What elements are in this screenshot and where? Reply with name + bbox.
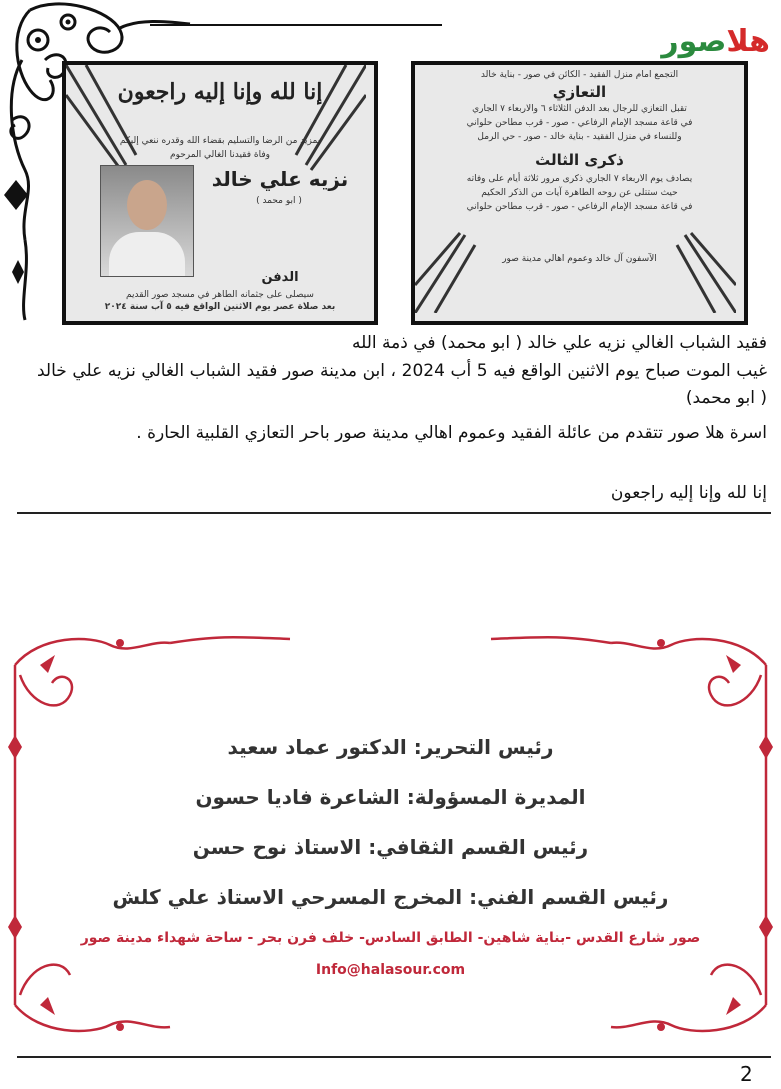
- credit-art-head: رئيس القسم الفني: المخرج المسرحي الاستاذ علي كلش: [112, 885, 669, 909]
- notice-condolence-line3: وللنساء في منزل الفقيد - بناية خالد - صور - حي الرمل: [477, 132, 682, 142]
- notice-condolence-title: التعازي: [552, 83, 607, 101]
- poster-verse: إنا لله وإنا إليه راجعون: [117, 79, 323, 105]
- notice-third-line3: في قاعة مسجد الإمام الرفاعي - صور - قرب مطاحن حلواني: [466, 202, 693, 212]
- poster-nickname: ( ابو محمد ): [256, 196, 302, 206]
- poster-burial-title: الدفن: [261, 270, 299, 285]
- article-paragraph2: اسرة هلا صور تتقدم من عائلة الفقيد وعموم اهالي مدينة صور باحر التعازي القلبية الحارة .: [136, 423, 767, 443]
- article-divider: [17, 512, 771, 514]
- page-number: 2: [740, 1062, 753, 1086]
- contact-email[interactable]: Info@halasour.com: [315, 962, 466, 978]
- condolence-notice-image: [411, 61, 748, 325]
- poster-deceased-name: نزيه علي خالد: [211, 167, 349, 191]
- poster-intro: بمزيد من الرضا والتسليم بقضاء الله وقدره ننعي إليكم: [119, 136, 321, 146]
- site-logo: [650, 22, 770, 62]
- poster-burial-line1: سيصلى على جثمانه الطاهر في مسجد صور القديم: [126, 290, 314, 300]
- article-paragraph1: غيب الموت صباح يوم الاثنين الواقع فيه 5 أب 2024 ، ابن مدينة صور فقيد الشباب الغالي نزيه علي خالد ( ابو محمد): [37, 361, 767, 408]
- notice-condolence-line1: تقبل التعازي للرجال بعد الدفن الثلاثاء ٦ والاربعاء ٧ الجاري: [472, 104, 687, 114]
- deceased-portrait: [100, 165, 194, 277]
- credit-responsible-director: المديرة المسؤولة: الشاعرة فاديا حسون: [195, 785, 586, 809]
- notice-closing: الآسفون آل خالد وعموم اهالي مدينة صور: [502, 254, 657, 264]
- notice-third-title: ذكرى الثالث: [535, 151, 624, 169]
- notice-third-line2: حيث ستتلى عن روحه الطاهرة آيات من الذكر الحكيم: [481, 188, 678, 198]
- footer-divider: [17, 1056, 771, 1058]
- article-closing: إنا لله وإنا إليه راجعون: [610, 483, 767, 503]
- logo-main-text: هلا: [726, 24, 770, 59]
- poster-intro2: وفاة فقيدنا الغالي المرحوم: [170, 150, 270, 160]
- notice-third-line1: يصادف يوم الاربعاء ٧ الجاري ذكرى مرور ثلاثة أيام على وفاته: [466, 174, 693, 184]
- top-rule: [150, 24, 442, 26]
- logo-rest-text: صور: [661, 24, 727, 59]
- credit-culture-head: رئيس القسم الثقافي: الاستاذ نوح حسن: [192, 835, 589, 859]
- poster-burial-line2: بعد صلاة عصر يوم الاثنين الواقع فيه ٥ آب سنة ٢٠٢٤: [104, 302, 336, 312]
- office-address: صور شارع القدس -بناية شاهين- الطابق السادس- خلف فرن بحر - ساحة شهداء مدينة صور: [80, 930, 701, 946]
- notice-condolence-line2: في قاعة مسجد الإمام الرفاعي - صور - قرب مطاحن حلواني: [466, 118, 693, 128]
- article-line1: فقيد الشباب الغالي نزيه علي خالد ( ابو محمد) في ذمة الله: [352, 333, 767, 353]
- notice-top-line: التجمع امام منزل الفقيد - الكائن في صور - بناية خالد: [480, 70, 679, 80]
- obituary-poster-image: [62, 61, 378, 325]
- credit-editor-in-chief: رئيس التحرير: الدكتور عماد سعيد: [227, 735, 554, 759]
